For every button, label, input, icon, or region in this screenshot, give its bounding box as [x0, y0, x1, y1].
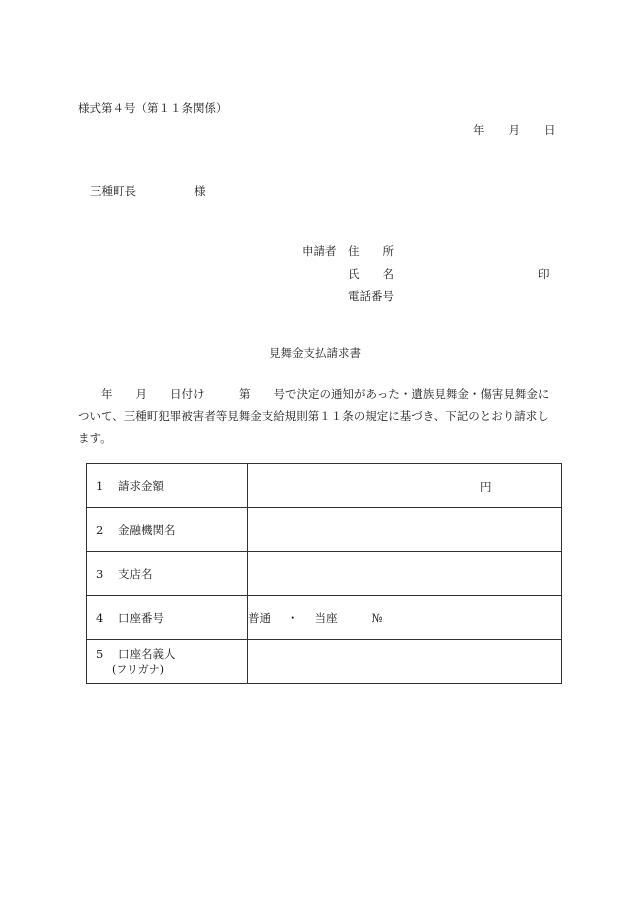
table-row	[87, 596, 562, 640]
bank-name-field[interactable]	[248, 508, 562, 552]
table-row	[87, 508, 562, 552]
account-type-current: 当座	[314, 610, 338, 625]
table-row	[87, 552, 562, 596]
phone-label: 電話番号	[348, 289, 394, 303]
name-label: 氏 名	[348, 267, 394, 281]
addressee	[90, 183, 206, 199]
row-label: 5 口座名義人 (フリガナ)	[87, 640, 248, 684]
date-year: 年	[473, 123, 485, 137]
row-label: 4 口座番号	[87, 596, 248, 640]
account-number-field[interactable]	[248, 596, 562, 640]
table-row	[87, 464, 562, 508]
yen-unit: 円	[480, 480, 492, 494]
addressee-honorific: 様	[194, 184, 206, 198]
table-row	[87, 640, 562, 684]
request-table	[86, 463, 562, 684]
date-line	[473, 122, 556, 138]
date-day: 日	[544, 123, 556, 137]
furigana-note: (フリガナ)	[112, 662, 165, 676]
addressee-name: 三種町長	[90, 184, 136, 198]
account-separator: ・	[287, 610, 299, 625]
account-no-label: №	[371, 610, 383, 625]
branch-name-field[interactable]	[248, 552, 562, 596]
row-label: 2 金融機関名	[87, 508, 248, 552]
amount-field[interactable]	[248, 464, 562, 508]
applicant-label: 申請者	[302, 244, 337, 258]
document-title: 見舞金支払請求書	[269, 346, 361, 360]
row-label: 1 請求金額	[87, 464, 248, 508]
form-number: 様式第４号（第１１条関係）	[78, 101, 228, 115]
row-label: 3 支店名	[87, 552, 248, 596]
date-month: 月	[508, 123, 520, 137]
address-label: 住 所	[348, 244, 394, 258]
account-holder-field[interactable]	[248, 640, 562, 684]
account-type-ordinary: 普通	[248, 610, 271, 625]
body-text: 年 月 日付け 第 号で決定の通知があった・遺族見舞金・傷害見舞金について、三種町犯罪被害者等見舞金支給規則第１１条の規定に基づき、下記のとおり請求します。	[78, 387, 550, 445]
seal-mark: 印	[538, 267, 550, 281]
